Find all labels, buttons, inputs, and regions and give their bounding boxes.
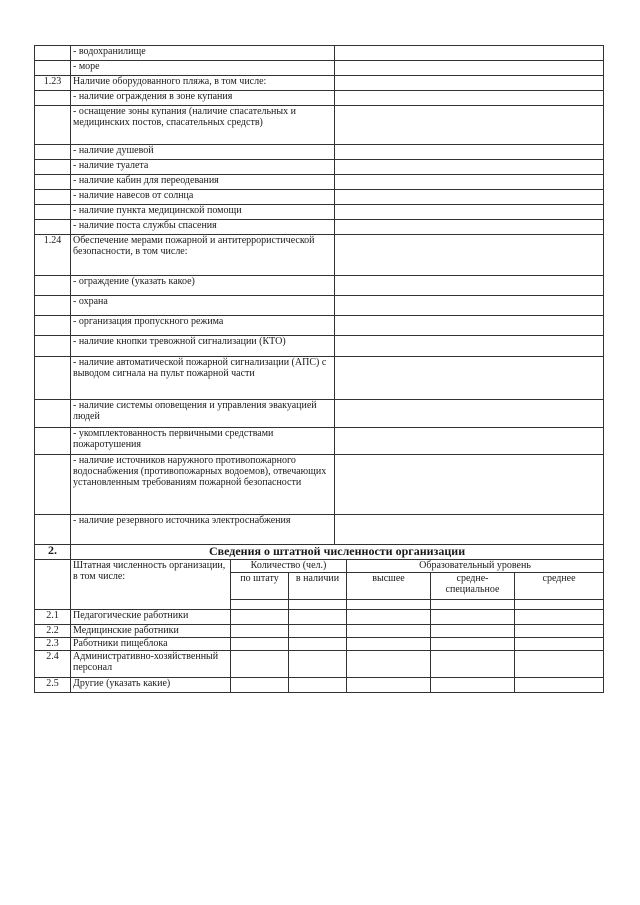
table-row <box>35 400 604 428</box>
row-label: - наличие кнопки тревожной сигнализации (КТО) <box>71 336 335 357</box>
sub-header-available: в наличии <box>289 573 347 600</box>
value-cell[interactable] <box>231 625 289 638</box>
row-number <box>35 316 71 336</box>
value-cell[interactable] <box>515 678 604 693</box>
row-number <box>35 276 71 296</box>
table-row <box>35 515 604 545</box>
row-number: 2.4 <box>35 651 71 678</box>
row-number <box>35 515 71 545</box>
row-number: 2.5 <box>35 678 71 693</box>
camp-facilities-table-body <box>35 46 604 545</box>
value-cell[interactable] <box>431 610 515 625</box>
value-cell[interactable] <box>289 625 347 638</box>
row-number: 1.24 <box>35 235 71 276</box>
value-cell[interactable] <box>289 678 347 693</box>
row-label: - охрана <box>71 296 335 316</box>
table-row <box>35 651 604 678</box>
table-row <box>35 428 604 455</box>
table-row <box>35 638 604 651</box>
row-label: - наличие кабин для переодевания <box>71 175 335 190</box>
table-row <box>35 276 604 296</box>
header-number-cell <box>35 560 71 610</box>
table-row <box>35 175 604 190</box>
value-cell[interactable] <box>335 190 604 205</box>
row-label: - наличие туалета <box>71 160 335 175</box>
value-cell[interactable] <box>335 145 604 160</box>
value-cell[interactable] <box>335 316 604 336</box>
row-label: Обеспечение мерами пожарной и антитеррористической безопасности, в том числе: <box>71 235 335 276</box>
value-cell[interactable] <box>347 678 431 693</box>
value-cell[interactable] <box>431 600 515 610</box>
table-row <box>35 678 604 693</box>
row-number: 2.1 <box>35 610 71 625</box>
document-page <box>34 45 603 693</box>
table-row <box>35 220 604 235</box>
value-cell[interactable] <box>515 610 604 625</box>
row-number: 2.3 <box>35 638 71 651</box>
value-cell[interactable] <box>431 638 515 651</box>
row-label: - море <box>71 61 335 76</box>
value-cell[interactable] <box>515 600 604 610</box>
value-cell[interactable] <box>335 46 604 61</box>
staff-header: Штатная численность организации, в том числе: <box>71 560 231 610</box>
table-row <box>35 61 604 76</box>
value-cell[interactable] <box>289 651 347 678</box>
row-label: - ограждение (указать какое) <box>71 276 335 296</box>
row-label: Медицинские работники <box>71 625 231 638</box>
row-label: - наличие источников наружного противопожарного водоснабжения (противопожарных водоемов), отвечающих установленным требованиям пожарной безопасности <box>71 455 335 515</box>
value-cell[interactable] <box>231 610 289 625</box>
value-cell[interactable] <box>347 600 431 610</box>
table-row <box>35 190 604 205</box>
camp-facilities-table <box>34 45 604 545</box>
row-number <box>35 160 71 175</box>
table-row <box>35 106 604 145</box>
row-label: - организация пропускного режима <box>71 316 335 336</box>
row-number: 1.23 <box>35 76 71 91</box>
value-cell[interactable] <box>335 220 604 235</box>
value-cell[interactable] <box>347 625 431 638</box>
value-cell[interactable] <box>335 357 604 400</box>
value-cell[interactable] <box>335 296 604 316</box>
row-label: Работники пищеблока <box>71 638 231 651</box>
section-title: Сведения о штатной численности организации <box>71 545 604 560</box>
sub-header-secondary: среднее <box>515 573 604 600</box>
value-cell[interactable] <box>335 106 604 145</box>
value-cell[interactable] <box>335 175 604 190</box>
table-row <box>35 205 604 220</box>
value-cell[interactable] <box>289 610 347 625</box>
row-number <box>35 61 71 76</box>
table-row <box>35 46 604 61</box>
row-number <box>35 400 71 428</box>
row-number <box>35 46 71 61</box>
value-cell[interactable] <box>335 455 604 515</box>
row-number <box>35 91 71 106</box>
row-number <box>35 106 71 145</box>
value-cell[interactable] <box>347 638 431 651</box>
value-cell[interactable] <box>335 205 604 220</box>
row-number <box>35 336 71 357</box>
section-number: 2. <box>35 545 71 560</box>
row-number <box>35 205 71 220</box>
row-number <box>35 357 71 400</box>
row-number <box>35 220 71 235</box>
value-cell[interactable] <box>335 336 604 357</box>
value-cell[interactable] <box>335 515 604 545</box>
value-cell[interactable] <box>431 651 515 678</box>
value-cell[interactable] <box>335 91 604 106</box>
value-cell[interactable] <box>289 638 347 651</box>
row-label: Административно-хозяйственный персонал <box>71 651 231 678</box>
table-row <box>35 145 604 160</box>
table-row <box>35 336 604 357</box>
value-cell[interactable] <box>431 625 515 638</box>
sub-header-specialized: средне-специальное <box>431 573 515 600</box>
value-cell[interactable] <box>231 600 289 610</box>
value-cell[interactable] <box>515 651 604 678</box>
value-cell[interactable] <box>231 651 289 678</box>
table-row <box>35 76 604 91</box>
value-cell[interactable] <box>335 160 604 175</box>
row-label: - водохранилище <box>71 46 335 61</box>
row-number <box>35 296 71 316</box>
row-number <box>35 455 71 515</box>
row-number: 2.2 <box>35 625 71 638</box>
value-cell[interactable] <box>335 61 604 76</box>
value-cell[interactable] <box>515 638 604 651</box>
table-row <box>35 625 604 638</box>
row-label: - наличие автоматической пожарной сигнализации (АПС) с выводом сигнала на пульт пожарной части <box>71 357 335 400</box>
value-cell[interactable] <box>289 600 347 610</box>
row-label: - укомплектованность первичными средствами пожаротушения <box>71 428 335 455</box>
row-number <box>35 428 71 455</box>
value-cell[interactable] <box>335 400 604 428</box>
row-number <box>35 175 71 190</box>
sub-header-by-staff: по штату <box>231 573 289 600</box>
quantity-header: Количество (чел.) <box>231 560 347 573</box>
value-cell[interactable] <box>347 610 431 625</box>
row-label: - оснащение зоны купания (наличие спасательных и медицинских постов, спасательных средств) <box>71 106 335 145</box>
value-cell[interactable] <box>515 625 604 638</box>
value-cell[interactable] <box>231 678 289 693</box>
table-row <box>35 91 604 106</box>
value-cell[interactable] <box>431 678 515 693</box>
sub-header-higher: высшее <box>347 573 431 600</box>
row-label: - наличие ограждения в зоне купания <box>71 91 335 106</box>
row-label: Педагогические работники <box>71 610 231 625</box>
value-cell[interactable] <box>347 651 431 678</box>
value-cell[interactable] <box>335 428 604 455</box>
table-row <box>35 455 604 515</box>
value-cell[interactable] <box>335 276 604 296</box>
row-number <box>35 190 71 205</box>
table-row <box>35 160 604 175</box>
table-row <box>35 610 604 625</box>
row-label: - наличие системы оповещения и управления эвакуацией людей <box>71 400 335 428</box>
value-cell[interactable] <box>231 638 289 651</box>
table-row <box>35 296 604 316</box>
staff-table-body <box>35 545 604 693</box>
value-cell[interactable] <box>335 235 604 276</box>
row-label: - наличие поста службы спасения <box>71 220 335 235</box>
row-label: - наличие пункта медицинской помощи <box>71 205 335 220</box>
value-cell[interactable] <box>335 76 604 91</box>
staff-table <box>34 544 604 693</box>
row-label: - наличие резервного источника электроснабжения <box>71 515 335 545</box>
table-row <box>35 316 604 336</box>
table-row <box>35 357 604 400</box>
row-label: - наличие душевой <box>71 145 335 160</box>
row-label: Наличие оборудованного пляжа, в том числе: <box>71 76 335 91</box>
row-number <box>35 145 71 160</box>
table-row <box>35 235 604 276</box>
education-header: Образовательный уровень <box>347 560 604 573</box>
row-label: - наличие навесов от солнца <box>71 190 335 205</box>
row-label: Другие (указать какие) <box>71 678 231 693</box>
